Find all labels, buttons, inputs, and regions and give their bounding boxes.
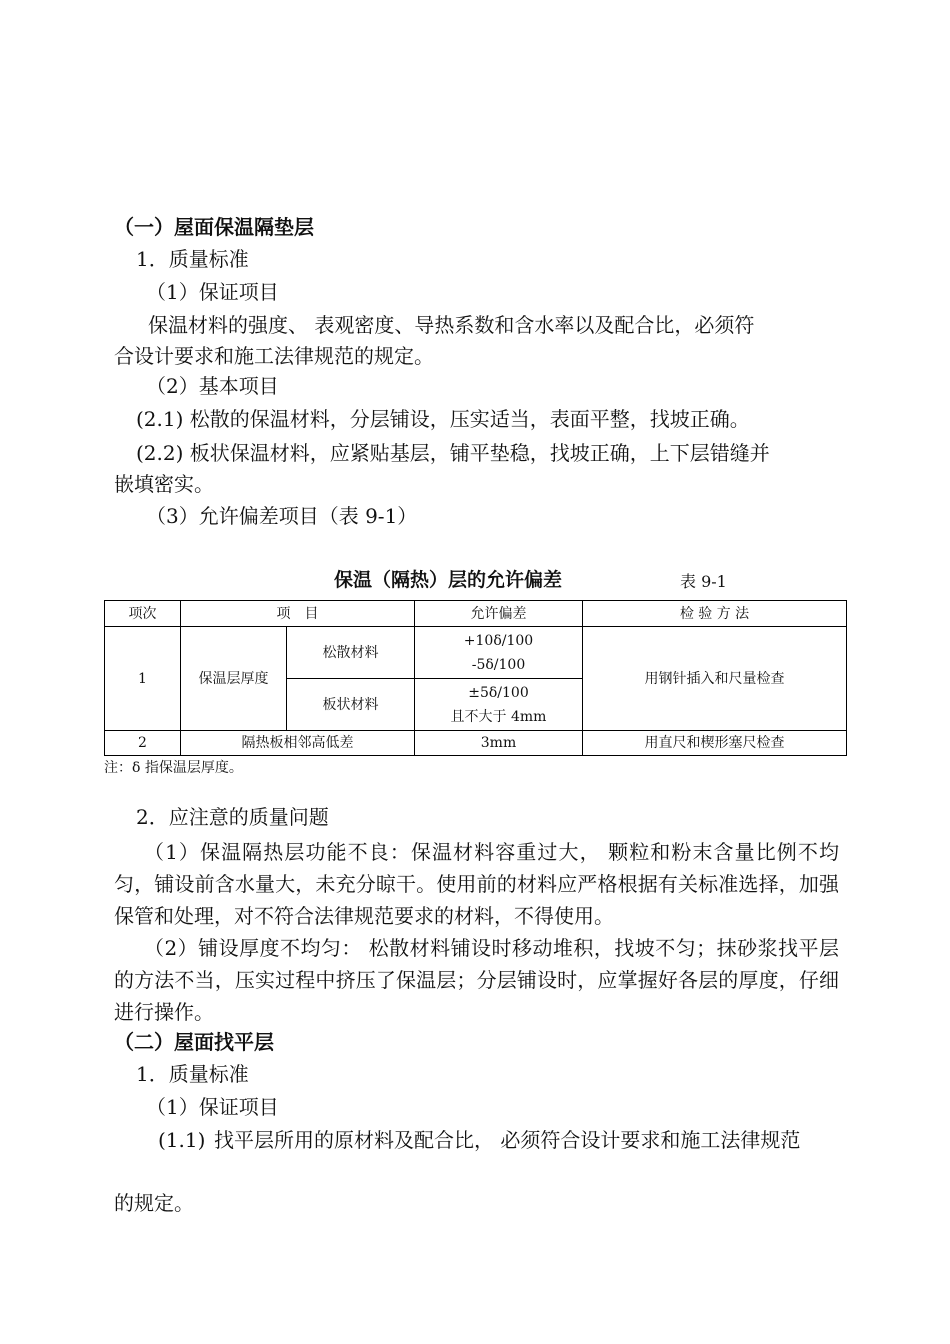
deviation-table [104,600,847,756]
quality-issues-heading: 2．应注意的质量问题 [136,805,329,829]
section-1-title: （一）屋面保温隔垫层 [114,215,314,239]
table-caption: 保温（隔热）层的允许偏差 [334,569,563,591]
guarantee-items-heading: （1）保证项目 [146,280,279,304]
table-row [105,627,847,679]
row2-dev: 3mm [415,731,583,756]
row1-item: 保温层厚度 [181,627,287,731]
quality-issue-1: （1）保温隔热层功能不良：保温材料容重过大， 颗粒和粉末含量比例不均匀，铺设前含水量大，未充分晾干。使用前的材料应严格根据有关标准选择，加强保管和处理，对不符合法律规范要求的材料，不得使用。 [114,840,839,928]
basic-item-2-2-line1: (2.2) 板状保温材料，应紧贴基层，铺平垫稳，找坡正确，上下层错缝并 [136,441,770,465]
header-item: 项 目 [181,601,415,627]
header-method: 检 验 方 法 [583,601,847,627]
allowed-deviation-heading: （3）允许偏差项目（表 9-1） [146,504,418,528]
basic-item-2-1: (2.1) 松散的保温材料，分层铺设，压实适当，表面平整，找坡正确。 [136,407,750,431]
row1-method: 用钢针插入和尺量检查 [583,627,847,731]
quality-standard-heading: 1．质量标准 [136,247,249,271]
basic-item-2-2-line2: 嵌填密实。 [114,472,214,496]
row2-item: 隔热板相邻高低差 [181,731,415,756]
section-2-title: （二）屋面找平层 [114,1030,274,1054]
row1-dev2-b: 且不大于 4mm [450,708,547,725]
table-row [105,731,847,756]
table-header-row [105,601,847,627]
row2-no: 2 [105,731,181,756]
table-note: 注：δ 指保温层厚度。 [104,760,243,776]
row1-dev2-a: ±5δ/100 [468,684,529,701]
basic-items-heading: （2）基本项目 [146,374,279,398]
row1-dev2 [415,679,583,731]
item-1-1-tail: 的规定。 [114,1191,194,1215]
row1-dev1-a: +10δ/100 [463,632,534,649]
row1-dev1 [415,627,583,679]
section-2-guarantee-heading: （1）保证项目 [146,1095,279,1119]
item-1-1-text: 找平层所用的原材料及配合比， 必须符合设计要求和施工法律规范 [214,1128,801,1152]
row1-no: 1 [105,627,181,731]
item-1-1-number: (1.1) [158,1128,206,1152]
quality-issue-2: （2）铺设厚度不均匀： 松散材料铺设时移动堆积，找坡不匀；抹砂浆找平层的方法不当，压实过程中挤压了保温层；分层铺设时，应掌握好各层的厚度，仔细进行操作。 [114,936,839,1024]
row1-dev1-b: -5δ/100 [471,656,526,673]
header-no: 项次 [105,601,181,627]
section-2-quality-standard-heading: 1．质量标准 [136,1062,249,1086]
row1-sub2: 板状材料 [287,679,415,731]
guarantee-text-line1: 保温材料的强度、 表观密度、导热系数和含水率以及配合比，必须符 [148,313,755,337]
row2-method: 用直尺和楔形塞尺检查 [583,731,847,756]
table-number: 表 9-1 [680,572,727,591]
guarantee-text-line2: 合设计要求和施工法律规范的规定。 [114,344,434,368]
row1-sub1: 松散材料 [287,627,415,679]
header-deviation: 允许偏差 [415,601,583,627]
